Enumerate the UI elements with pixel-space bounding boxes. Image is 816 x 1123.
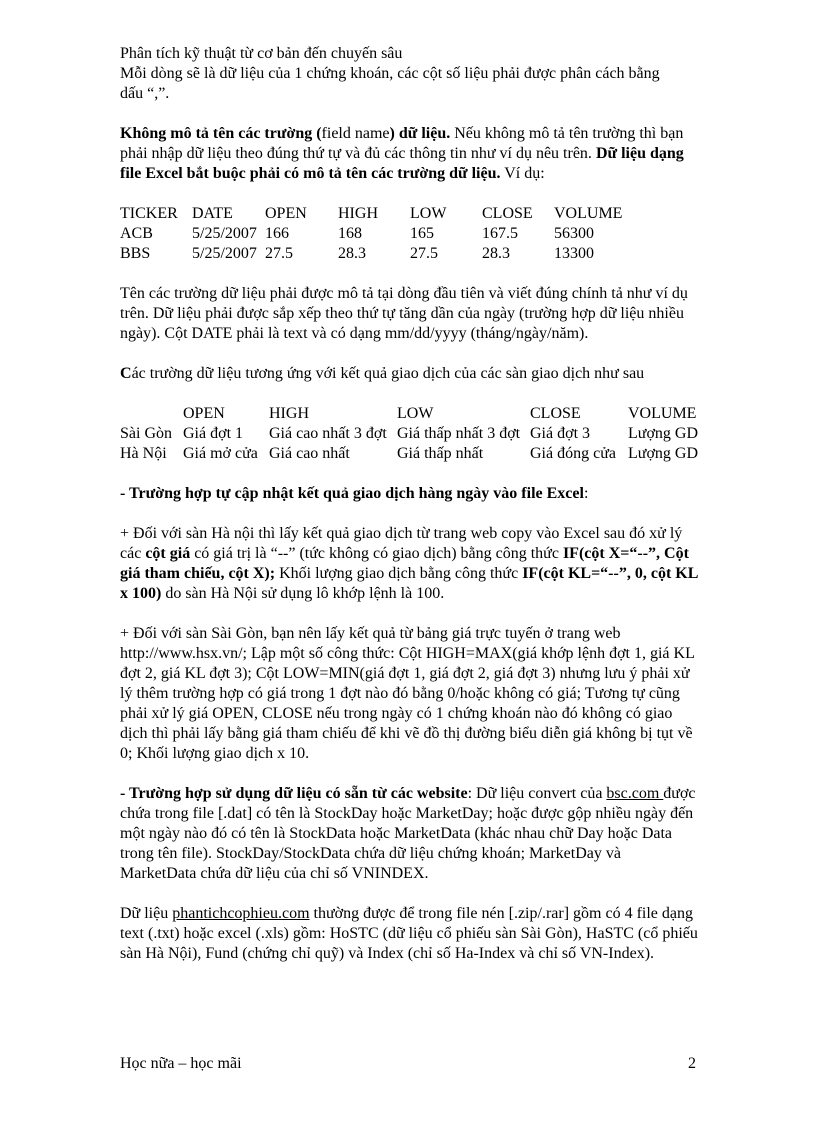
table-header-cell: VOLUME: [554, 205, 623, 222]
bold-text: Không mô tả tên các trường (: [120, 125, 322, 142]
text: Dữ liệu: [120, 905, 173, 922]
text: có giá trị là “--” (tức không có giao dịch) bằng công thức: [190, 545, 563, 562]
table-header-cell: OPEN: [183, 405, 225, 422]
example-data-table: [120, 204, 622, 264]
footer-motto: Học nữa – học mãi: [120, 1055, 242, 1072]
table-header-cell: CLOSE: [530, 405, 581, 422]
table-cell: Giá đợt 3: [530, 425, 591, 442]
bold-text: - Trường hợp tự cập nhật kết quả giao dịch hàng ngày vào file Excel: [120, 485, 584, 502]
field-rules-paragraph: Tên các trường dữ liệu phải được mô tả tại dòng đầu tiên và viết đúng chính tả như ví dụ trên. Dữ liệu phải được sắp xếp theo thứ tự tăng dần của ngày (trường hợp dữ liệu nhiều ngày). Cột DATE phải là text và có dạng mm/dd/yyyy (tháng/ngày/năm).: [120, 285, 688, 342]
table-cell: BBS: [120, 245, 151, 262]
exchange-fields-intro: [120, 364, 700, 384]
intro-line-3: dấu “,”.: [120, 85, 170, 102]
website-data-paragraph: [120, 784, 700, 884]
table-header-row: [120, 404, 698, 424]
bold-text: cột giá: [145, 545, 191, 562]
text: do sàn Hà Nội sử dụng lô khớp lệnh là 100.: [161, 585, 445, 602]
table-cell: Giá cao nhất 3 đợt: [269, 425, 387, 442]
table-cell: 5/25/2007: [192, 225, 257, 242]
text: được chứa trong file [.dat] có tên là StockDay hoặc MarketDay; hoặc được gộp nhiều ngày đến một ngày nào đó có tên là StockData hoặc MarketData (khác nhau chữ Day hoặc Data trong tên file). StockDay/StockData chứa dữ liệu chứng khoán; MarketDay và MarketData chứa dữ liệu của chỉ số VNINDEX.: [120, 785, 696, 882]
text: ác trường dữ liệu tương ứng với kết quả giao dịch của các sàn giao dịch như sau: [131, 365, 645, 382]
table-cell: Giá cao nhất: [269, 445, 350, 462]
table-cell: 28.3: [338, 245, 366, 262]
table-cell: Giá thấp nhất 3 đợt: [397, 425, 521, 442]
table-cell: 27.5: [265, 245, 293, 262]
text: Nếu không mô tả tên trường thì bạn phải nhập dữ liệu theo đúng thứ tự và đủ các thông tin như ví dụ nêu trên.: [120, 125, 684, 162]
document-page: [120, 44, 700, 964]
table-header-cell: DATE: [192, 205, 233, 222]
table-cell: 168: [338, 225, 362, 242]
table-header-cell: VOLUME: [628, 405, 697, 422]
table-header-cell: HIGH: [338, 205, 378, 222]
hanoi-exchange-paragraph: [120, 524, 700, 604]
table-cell: Giá thấp nhất: [397, 445, 484, 462]
table-header-cell: [120, 404, 183, 424]
table-cell: 5/25/2007: [192, 245, 257, 262]
table-cell: Lượng GD: [628, 425, 699, 442]
intro-line-1: Phân tích kỹ thuật từ cơ bản đến chuyến sâu: [120, 45, 403, 62]
exchange-mapping-table: [120, 404, 698, 464]
page-footer: [120, 1054, 696, 1074]
table-cell: 27.5: [410, 245, 438, 262]
table-cell: 56300: [554, 225, 594, 242]
text: :: [583, 485, 589, 502]
table-cell: Giá đóng cửa: [530, 445, 616, 462]
table-cell: Sài Gòn: [120, 425, 172, 442]
table-row: [120, 424, 698, 444]
table-row: [120, 244, 622, 264]
bold-text: IF(cột X=“--”, Cột giá tham chiếu, cột X);: [120, 545, 689, 582]
bold-text: ) dữ liệu.: [389, 125, 451, 142]
table-header-cell: LOW: [397, 405, 434, 422]
text: Khối lượng giao dịch bằng công thức: [275, 565, 523, 582]
table-cell: 165: [410, 225, 434, 242]
saigon-exchange-paragraph: + Đối với sàn Sài Gòn, bạn nên lấy kết quả từ bảng giá trực tuyến ở trang web http://www.hsx.vn/; Lập một số công thức: Cột HIGH=MAX(giá khớp lệnh đợt 1, giá KL đợt 2, giá KL đợt 3); Cột LOW=MIN(giá đợt 1, giá đợt 2, giá đợt 3) nhưng lưu ý phải xử lý thêm trường hợp có giá trong 1 đợt nào đó bằng 0/hoặc không có giá; Tương tự cũng phải xử lý giá OPEN, CLOSE nếu trong ngày có 1 chứng khoán nào đó không có giao dịch thì phải lấy bằng giá tham chiếu để khi vẽ đồ thị đường biểu diễn giá không bị tụt về 0; Khối lượng giao dịch x 10.: [120, 625, 695, 762]
table-cell: Hà Nội: [120, 445, 167, 462]
table-row: [120, 224, 622, 244]
text: + Đối với sàn Hà nội thì lấy kết quả giao dịch từ trang web copy vào Excel sau đó xử lý các: [120, 525, 683, 562]
bsc-link[interactable]: bsc.com: [606, 785, 664, 802]
table-row: [120, 444, 698, 464]
phantichcophieu-link[interactable]: phantichcophieu.com: [172, 905, 310, 922]
bold-text: IF(cột KL=“--”, 0, cột KL x 100): [120, 565, 698, 602]
text: Ví dụ:: [500, 165, 545, 182]
table-cell: 166: [265, 225, 289, 242]
table-header-cell: CLOSE: [482, 205, 533, 222]
table-header-cell: OPEN: [265, 205, 307, 222]
table-cell: 13300: [554, 245, 594, 262]
text: : Dữ liệu convert của: [467, 785, 607, 802]
table-cell: Giá mở cửa: [183, 445, 258, 462]
table-header-cell: HIGH: [269, 405, 309, 422]
text: field name: [321, 125, 390, 142]
table-cell: Giá đợt 1: [183, 425, 244, 442]
bold-text: Dữ liệu dạng file Excel bắt buộc phải có mô tả tên các trường dữ liệu.: [120, 145, 684, 182]
phantichcophieu-paragraph: [120, 904, 700, 964]
bold-text: C: [120, 365, 132, 382]
bold-text: - Trường hợp sử dụng dữ liệu có sẵn từ các website: [120, 785, 468, 802]
table-header-cell: LOW: [410, 205, 447, 222]
manual-update-heading: [120, 484, 700, 504]
table-header-row: [120, 204, 622, 224]
table-cell: ACB: [120, 225, 153, 242]
page-number: 2: [688, 1055, 696, 1072]
intro-line-2: Mỗi dòng sẽ là dữ liệu của 1 chứng khoán, các cột số liệu phải được phân cách bằng: [120, 65, 660, 82]
table-cell: Lượng GD: [628, 445, 699, 462]
table-cell: 28.3: [482, 245, 510, 262]
text: thường được để trong file nén [.zip/.rar] gồm có 4 file dạng text (.txt) hoặc excel (.xls) gồm: HoSTC (dữ liệu cổ phiếu sàn Sài Gòn), HaSTC (cổ phiếu sàn Hà Nội), Fund (chứng chỉ quỹ) và Index (chỉ số Ha-Index và chỉ số VN-Index).: [120, 905, 698, 962]
table-header-cell: TICKER: [120, 205, 178, 222]
field-name-paragraph: [120, 124, 700, 184]
table-cell: 167.5: [482, 225, 518, 242]
